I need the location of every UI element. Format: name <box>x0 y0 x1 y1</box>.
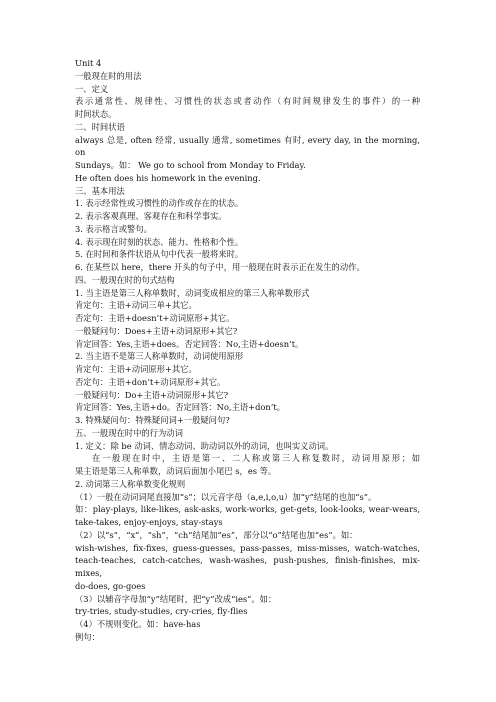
text-line: （2）以“s”，“x”，“sh”，“ch”结尾加“es”，部分以“o”结尾也加“es”。如： <box>75 529 358 540</box>
text-line: 肯定回答：Yes,主语+does。否定回答：No,主语+doesn’t。 <box>75 338 304 349</box>
text-line: 肯定句：主语+动词三单+其它。 <box>75 300 197 311</box>
text-line: 2. 动词第三人称单数变化规则 <box>75 478 186 489</box>
text-line: 一般现在时的用法 <box>75 70 142 81</box>
text-line: 3. 表示格言或警句。 <box>75 223 152 234</box>
text-line: 4. 表示现在时刻的状态、能力、性格和个性。 <box>75 236 244 247</box>
text-line: 果主语是第三人称单数，动词后面加小尾巴 s，es 等。 <box>75 466 277 476</box>
text-line: 一般疑问句：Does+主语+动词原形+其它? <box>75 325 238 336</box>
text-line: 5. 在时间和条件状语从句中代表一般将来时。 <box>75 249 244 260</box>
text-line: 否定句：主语+doesn’t+动词原形+其它。 <box>75 313 235 323</box>
text-line: take-takes, enjoy-enjoys, stay-stays <box>75 517 223 527</box>
text-line: wish-wishes, fix-fixes, guess-guesses, pass-passes, miss-misses, watch-watches, <box>75 542 420 553</box>
text-line: 如：play-plays, like-likes, ask-asks, work-works, get-gets, look-looks, wear-wears, <box>75 504 420 515</box>
text-line: （3）以辅音字母加“y”结尾时，把“y”改成“ies”。如： <box>75 593 277 604</box>
document-page <box>75 57 420 644</box>
text-line: Unit 4 <box>75 58 102 68</box>
text-line: try-tries, study-studies, cry-cries, fly-flies <box>75 606 248 617</box>
text-line: 二、时间状语 <box>75 121 125 132</box>
text-line: 肯定句：主语+动词原形+其它。 <box>75 364 197 374</box>
text-line: Sundays。如： We go to school from Monday to Friday. <box>75 160 306 170</box>
text-line: do-does, go-goes <box>75 580 146 591</box>
text-line: always 总是, often 经常, usually 通常, sometimes 有时, every day, in the morning, on <box>75 134 420 158</box>
text-line: 6. 在某些以 here，there 开头的句子中，用一般现在时表示正在发生的动作。 <box>75 262 365 272</box>
text-line: （4）不规则变化。如：have-has <box>75 619 201 629</box>
text-line: 例句： <box>75 631 100 642</box>
text-line: 2. 当主语不是第三人称单数时，动词使用原形 <box>75 351 244 362</box>
text-line: 3. 特殊疑问句：特殊疑问词+一般疑问句? <box>75 415 230 425</box>
text-line: 表示通常性、规律性、习惯性的状态或者动作（有时间规律发生的事件）的一种 <box>75 96 420 107</box>
text-line: He often does his homework in the evening. <box>75 172 261 183</box>
text-line: 2. 表示客观真理、客观存在和科学事实。 <box>75 211 227 221</box>
text-line: 一般疑问句：Do+主语+动词原形+其它? <box>75 389 229 400</box>
text-line: 1. 当主语是第三人称单数时，动词变成相应的第三人称单数形式 <box>75 287 310 298</box>
text-line: 肯定回答：Yes,主语+do。否定回答：No,主语+don’t。 <box>75 402 286 413</box>
text-line: 五、一般现在时中的行为动词 <box>75 427 183 438</box>
text-line: 四、一般现在时的句式结构 <box>75 274 175 285</box>
text-line: 一、定义 <box>75 83 109 94</box>
text-line: 1. 定义：除 be 动词、情态动词、助动词以外的动词，也叫实义动词。 <box>75 440 334 451</box>
text-line: （1）一般在动词词尾直接加“s”；以元音字母（a,e,i,o,u）加“y”结尾的也加“s”。 <box>75 491 377 502</box>
text-line: teach-teaches, catch-catches, wash-washes, push-pushes, finish-finishes, mix-mixes, <box>75 555 420 578</box>
text-line: 在一般现在时中，主语是第一、二人称或第三人称复数时，动词用原形；如 <box>92 453 420 464</box>
text-line: 时间状态。 <box>75 109 117 119</box>
text-line: 否定句：主语+don’t+动词原形+其它。 <box>75 376 226 387</box>
text-line: 1. 表示经常性或习惯性的动作或存在的状态。 <box>75 198 244 209</box>
text-line: 三、基本用法 <box>75 185 125 196</box>
